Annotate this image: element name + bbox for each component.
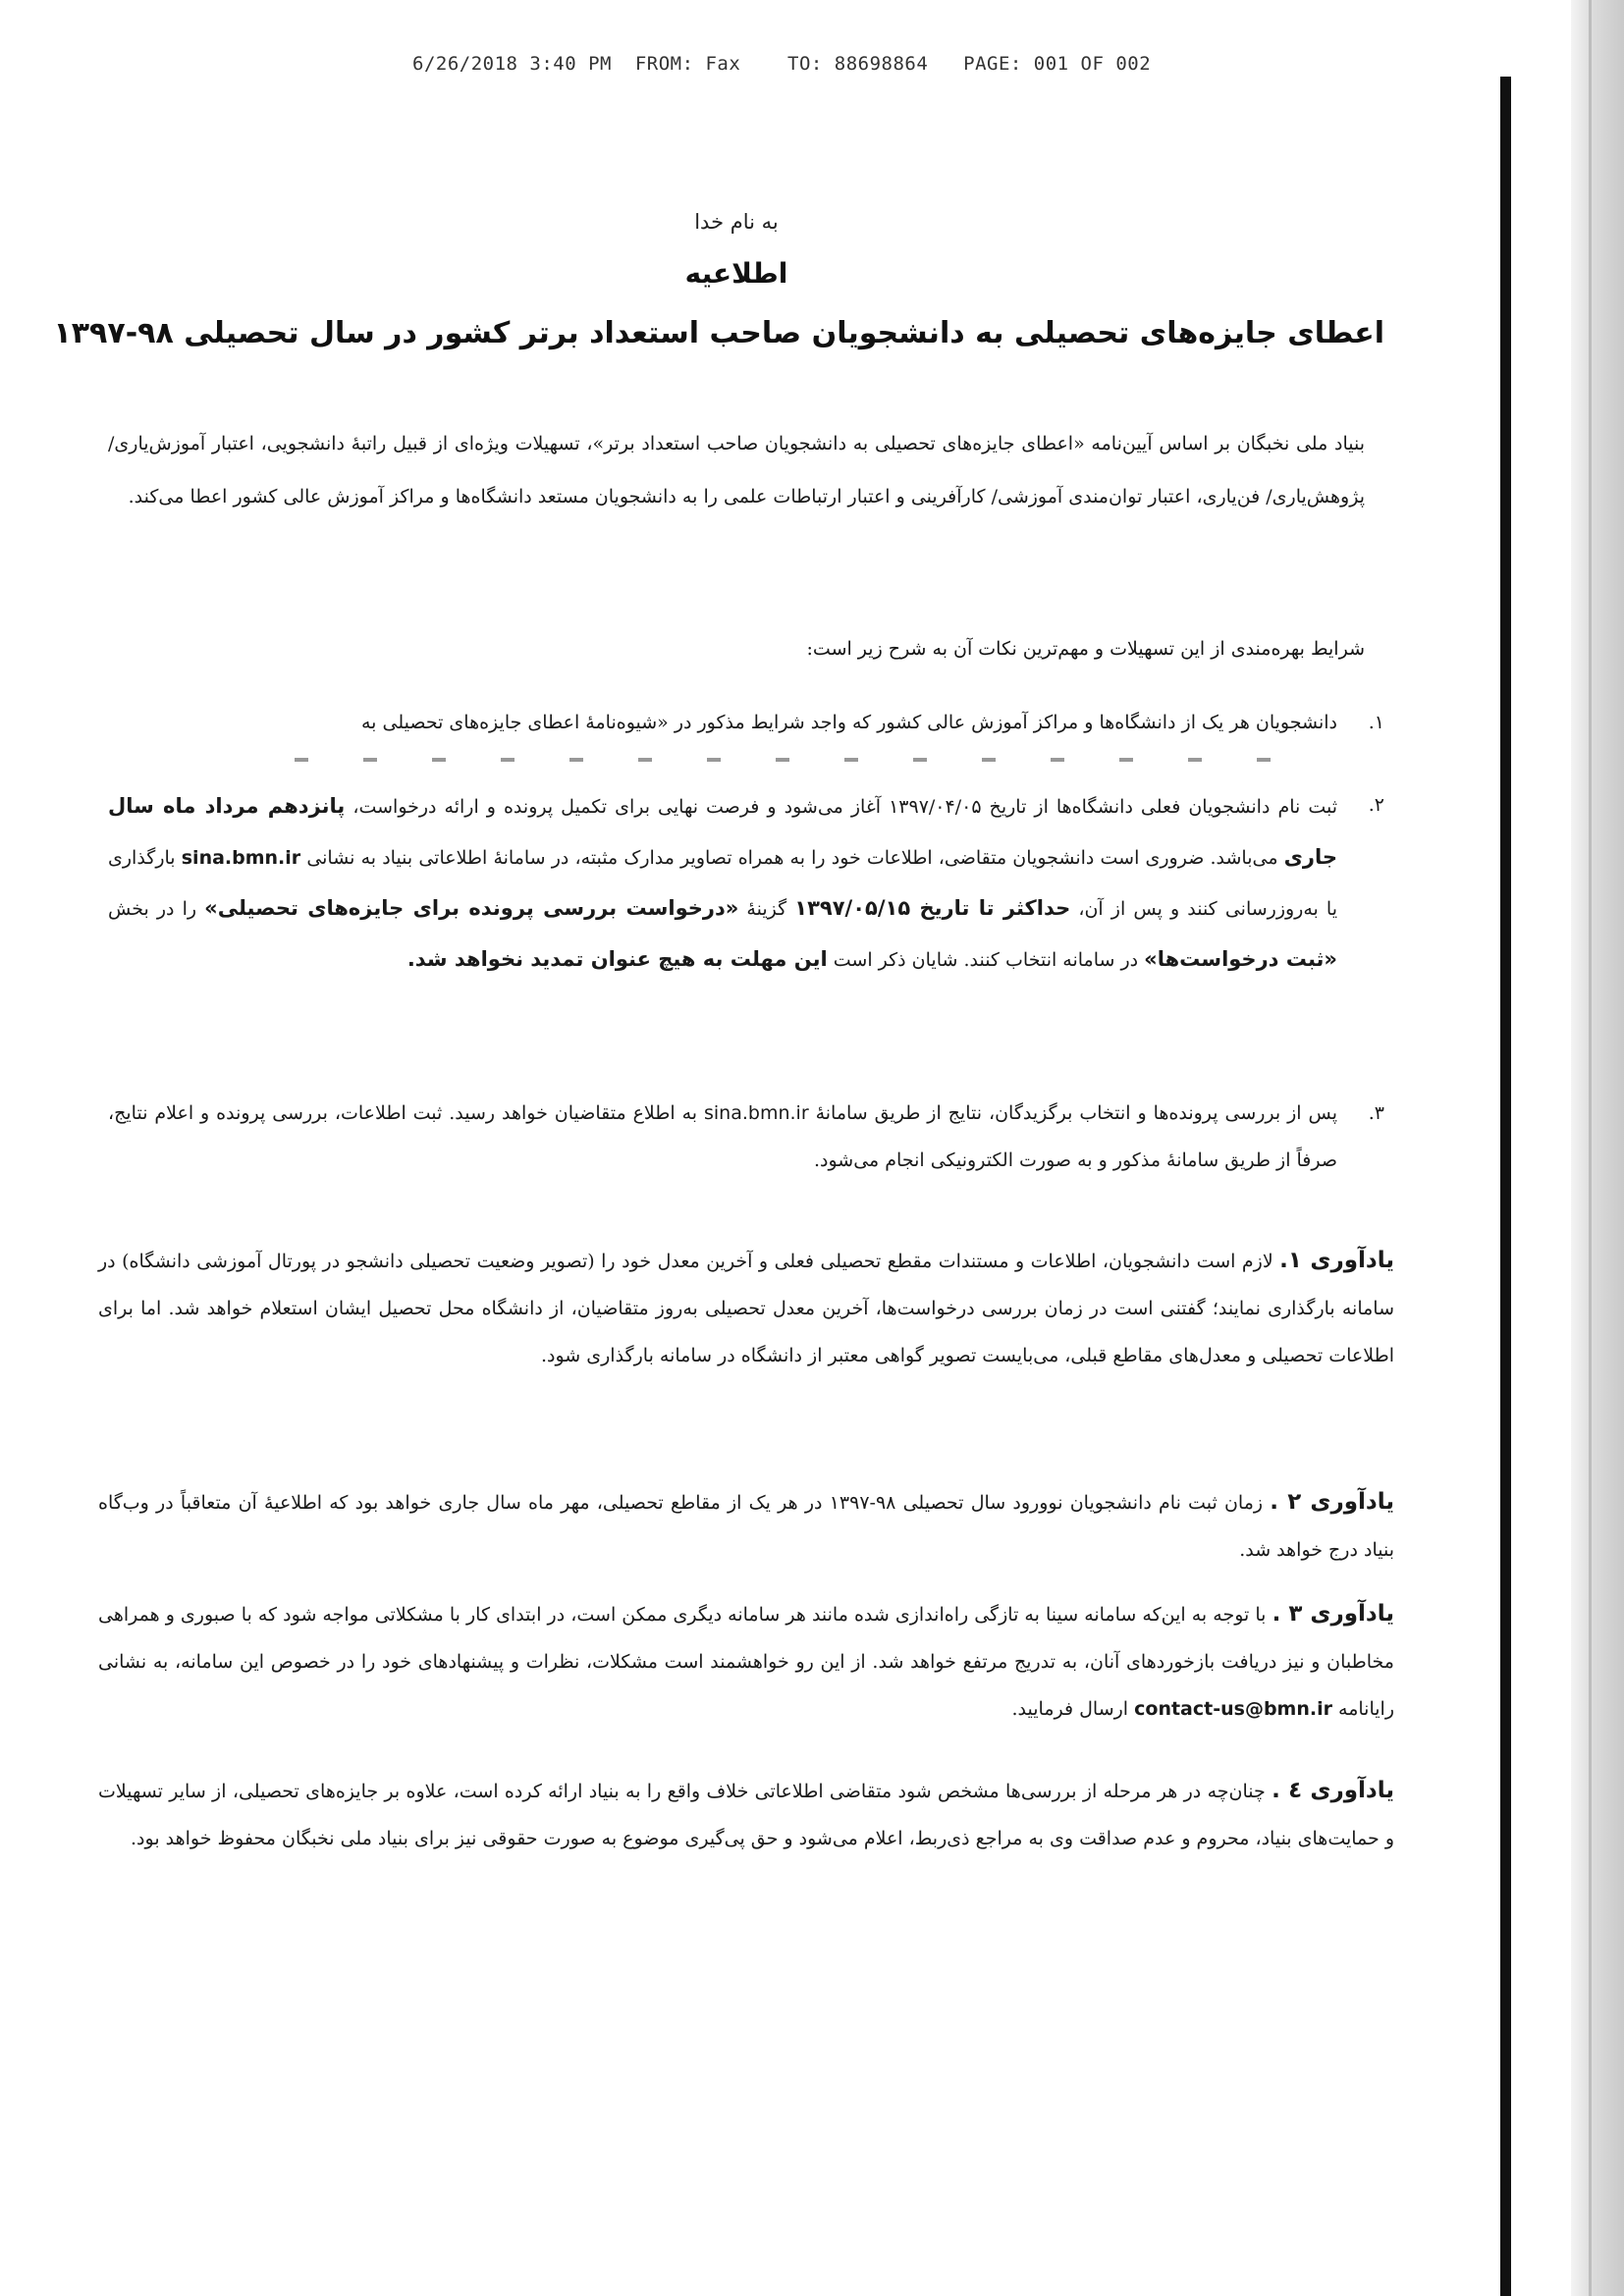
list-item-2 bbox=[108, 781, 1384, 986]
reminder-label: یادآوری ۳ . bbox=[1272, 1601, 1395, 1627]
truncated-line-remnant bbox=[295, 758, 1326, 762]
list-item-text: دانشجویان هر یک از دانشگاه‌ها و مراکز آموزش عالی کشور که واجد شرایط مذکور در «شیوه‌نامهٔ اعطای جایزه‌های تحصیلی به bbox=[360, 712, 1337, 733]
item3-text-1: پس از بررسی پرونده‌ها و انتخاب برگزیدگان، نتایج از طریق سامانهٔ bbox=[815, 1102, 1337, 1124]
intro-paragraph: بنیاد ملی نخبگان بر اساس آیین‌نامه «اعطای جایزه‌های تحصیلی به دانشجویان صاحب استعداد برتر»، تسهیلات ویژه‌ای از قبیل راتبهٔ دانشجویی، اعتبار آموزش‌یاری/ پژوهش‌یاری/ فن‌یاری، اعتبار توان‌مندی آموزشی/ کارآفرینی و اعتبار ارتباطات علمی را به دانشجویان مستعد دانشگاه‌ها و مراکز آموزش عالی کشور اعطا می‌کند. bbox=[108, 433, 1365, 507]
item2-text-6: در سامانه انتخاب کنند. شایان ذکر است bbox=[833, 949, 1139, 971]
item3-text-2: به اطلاع متقاضیان خواهد رسید. ثبت اطلاعات، بررسی پرونده و اعلام نتایج، صرفاً از طریق سامانهٔ مذکور و به صورت الکترونیکی انجام می‌شود. bbox=[108, 1102, 1337, 1171]
reminder-label: یادآوری ٤ . bbox=[1272, 1778, 1394, 1803]
reminder-1 bbox=[98, 1237, 1394, 1379]
page-title: اعطای جایزه‌های تحصیلی به دانشجویان صاحب استعداد برتر کشور در سال تحصیلی ۹۸-۱۳۹۷ bbox=[53, 316, 1384, 350]
reminder-2 bbox=[98, 1478, 1394, 1574]
scan-border-strip bbox=[1571, 0, 1624, 2296]
item2-section-name-bold: «ثبت درخواست‌ها» bbox=[1144, 947, 1337, 971]
contact-email-link[interactable]: contact-us@bmn.ir bbox=[1134, 1698, 1332, 1720]
list-item-number: ۱. bbox=[1368, 712, 1384, 733]
scan-binding-edge bbox=[1500, 77, 1511, 2296]
list-item-text bbox=[108, 1090, 1337, 1184]
item2-no-extension-bold: این مهلت به هیچ عنوان تمدید نخواهد شد. bbox=[406, 947, 828, 971]
item2-text-2: می‌باشد. ضروری است دانشجویان متقاضی، اطلاعات خود را به همراه تصاویر مدارک مثبته، در سامانهٔ اطلاعاتی بنیاد به نشانی bbox=[306, 847, 1278, 869]
scan-border-line bbox=[1589, 0, 1592, 2296]
sina-url-link[interactable]: sina.bmn.ir bbox=[181, 847, 301, 869]
item2-text-5: را در بخش bbox=[108, 898, 197, 920]
item2-final-date-bold: حداکثر تا تاریخ ۱۳۹۷/۰۵/۱۵ bbox=[794, 896, 1071, 920]
list-item-number: ۲. bbox=[1368, 794, 1384, 816]
notice-label: اطلاعیه bbox=[684, 257, 788, 290]
reminder-text: با توجه به این‌که سامانه سینا به تازگی راه‌اندازی شده مانند هر سامانه دیگری ممکن است، در ابتدای کار با مشکلاتی مواجه شود که با صبوری و همراهی مخاطبان و نیز دریافت بازخوردهای آنان، به تدریج مرتفع خواهد شد. از این رو خواهشمند است مشکلات، نظرات و پیشنهادهای خود را در خصوص این سامانه، به نشانی رایانامه bbox=[98, 1604, 1394, 1720]
reminder-text-end: ارسال فرمایید. bbox=[1011, 1698, 1129, 1720]
item2-text-3: بارگذاری یا به‌روزرسانی کنند و پس از آن، bbox=[108, 847, 1337, 920]
reminder-label: یادآوری ۲ . bbox=[1270, 1489, 1394, 1515]
reminder-4 bbox=[98, 1767, 1394, 1862]
reminder-text: چنان‌چه در هر مرحله از بررسی‌ها مشخص شود متقاضی اطلاعاتی خلاف واقع را به بنیاد ارائه کرده است، علاوه بر جایزه‌های تحصیلی، از سایر تسهیلات و حمایت‌های بنیاد، محروم و عدم صداقت وی به مراجع ذی‌ربط، اعلام می‌شود و حق پی‌گیری موضوع به صورت حقوقی نیز برای بنیاد ملی نخبگان محفوظ خواهد بود. bbox=[98, 1781, 1394, 1849]
reminder-text: لازم است دانشجویان، اطلاعات و مستندات مقطع تحصیلی فعلی و آخرین معدل خود را (تصویر وضعیت تحصیلی دانشجو در پورتال آموزشی دانشگاه) در سامانه بارگذاری نمایند؛ گفتنی است در زمان بررسی درخواست‌ها، آخرین معدل تحصیلی به‌روز متقاضیان، از دانشگاه محل تحصیل ایشان استعلام خواهد شد. اما برای اطلاعات تحصیلی و معدل‌های مقاطع قبلی، می‌بایست تصویر گواهی معتبر از دانشگاه در سامانه بارگذاری شود. bbox=[98, 1251, 1394, 1366]
reminder-label: یادآوری ۱. bbox=[1279, 1248, 1394, 1273]
list-item-number: ۳. bbox=[1368, 1102, 1384, 1124]
list-item-1 bbox=[108, 699, 1384, 758]
basmala-heading: به نام خدا bbox=[694, 210, 779, 234]
item2-text-4: گزینهٔ bbox=[746, 898, 787, 920]
item2-option-name-bold: «درخواست بررسی پرونده برای جایزه‌های تحصیلی» bbox=[204, 896, 739, 920]
sina-url-link[interactable]: sina.bmn.ir bbox=[703, 1102, 809, 1124]
reminder-text: زمان ثبت نام دانشجویان نوورود سال تحصیلی ۹۸-۱۳۹۷ در هر یک از مقاطع تحصیلی، مهر ماه سال جاری خواهد بود که اطلاعیهٔ آن متعاقباً در وب‌گاه بنیاد درج خواهد شد. bbox=[98, 1492, 1394, 1561]
fax-transmission-header: 6/26/2018 3:40 PM FROM: Fax TO: 88698864 PAGE: 001 OF 002 bbox=[412, 53, 1152, 75]
list-item-3 bbox=[108, 1090, 1384, 1184]
reminder-3 bbox=[98, 1590, 1394, 1733]
item2-text-1: ثبت نام دانشجویان فعلی دانشگاه‌ها از تاریخ ۱۳۹۷/۰۴/۰۵ آغاز می‌شود و فرصت نهایی برای تکمیل پرونده و ارائه درخواست، bbox=[352, 796, 1337, 818]
list-item-text bbox=[108, 781, 1337, 986]
conditions-heading: شرایط بهره‌مندی از این تسهیلات و مهم‌ترین نکات آن به شرح زیر است: bbox=[806, 638, 1365, 660]
item2-deadline-bold: پانزدهم مرداد ماه سال جاری bbox=[108, 794, 1337, 869]
